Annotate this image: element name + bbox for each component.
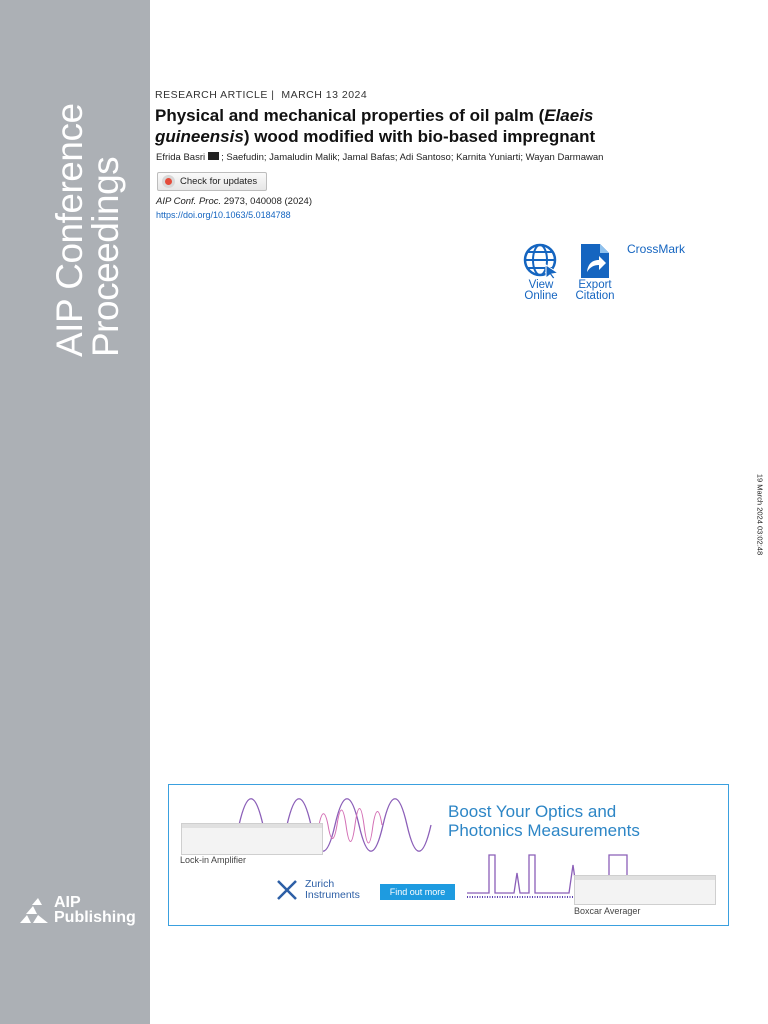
- zurich-instruments-icon: [275, 879, 299, 901]
- check-updates-label: Check for updates: [180, 176, 258, 187]
- lock-in-caption: Lock-in Amplifier: [180, 855, 247, 865]
- export-label-line2: Citation: [575, 290, 615, 302]
- lock-in-amplifier-device: [181, 823, 323, 855]
- mail-icon[interactable]: [208, 152, 219, 160]
- author-list: [156, 152, 603, 163]
- ad-headline-line1: Boost Your Optics and: [448, 802, 617, 821]
- title-part1: Physical and mechanical properties of oil palm (: [155, 106, 545, 125]
- journal-abbrev: AIP Conf. Proc.: [156, 196, 222, 207]
- publisher-line1: AIP: [54, 894, 81, 911]
- publisher-line2: Publishing: [54, 909, 136, 926]
- export-citation-button[interactable]: [572, 243, 618, 302]
- boxcar-caption: Boxcar Averager: [574, 906, 641, 916]
- article-meta: [155, 89, 367, 101]
- check-updates-icon: [162, 175, 175, 188]
- title-species: Elaeis guineensis: [155, 106, 594, 146]
- article-type: RESEARCH ARTICLE: [155, 89, 268, 101]
- citation: [156, 196, 312, 207]
- view-label-line2: Online: [524, 290, 558, 302]
- title-part2: ) wood modified with bio-based impregnant: [243, 127, 596, 146]
- advertisement-banner[interactable]: [168, 784, 729, 926]
- export-label-line1: Export: [578, 279, 612, 291]
- check-updates-button[interactable]: [157, 172, 267, 191]
- view-label-line1: View: [528, 279, 554, 291]
- author-first[interactable]: Efrida Basri: [156, 152, 206, 163]
- article-date: MARCH 13 2024: [281, 89, 368, 101]
- journal-name: [49, 57, 126, 357]
- journal-name-line1: AIP Conference: [49, 103, 90, 357]
- brand-line1: Zurich: [305, 878, 335, 890]
- download-timestamp: 19 March 2024 03:02:48: [755, 473, 765, 556]
- meta-separator: |: [271, 89, 275, 101]
- doi-link[interactable]: https://doi.org/10.1063/5.0184788: [156, 210, 291, 220]
- view-online-button[interactable]: [520, 243, 562, 302]
- ad-headline-line2: Photonics Measurements: [448, 821, 640, 840]
- boxcar-averager-device: [574, 875, 716, 905]
- ad-headline: [448, 802, 640, 840]
- zurich-instruments-logo: [275, 879, 360, 901]
- article-title: [155, 105, 675, 147]
- sidebar: [0, 0, 150, 1024]
- journal-name-line2: Proceedings: [85, 156, 126, 357]
- publisher-logo: [18, 895, 136, 925]
- find-out-more-button[interactable]: Find out more: [380, 884, 455, 900]
- author-others: ; Saefudin; Jamaludin Malik; Jamal Bafas; Adi Santoso; Karnita Yuniarti; Wayan Darmawan: [221, 152, 604, 163]
- globe-icon: [522, 243, 560, 279]
- citation-rest: 2973, 040008 (2024): [221, 196, 312, 207]
- brand-line2: Instruments: [305, 889, 360, 901]
- crossmark-link[interactable]: CrossMark: [627, 242, 686, 256]
- export-document-icon: [580, 243, 610, 279]
- aip-logo-icon: [18, 895, 50, 925]
